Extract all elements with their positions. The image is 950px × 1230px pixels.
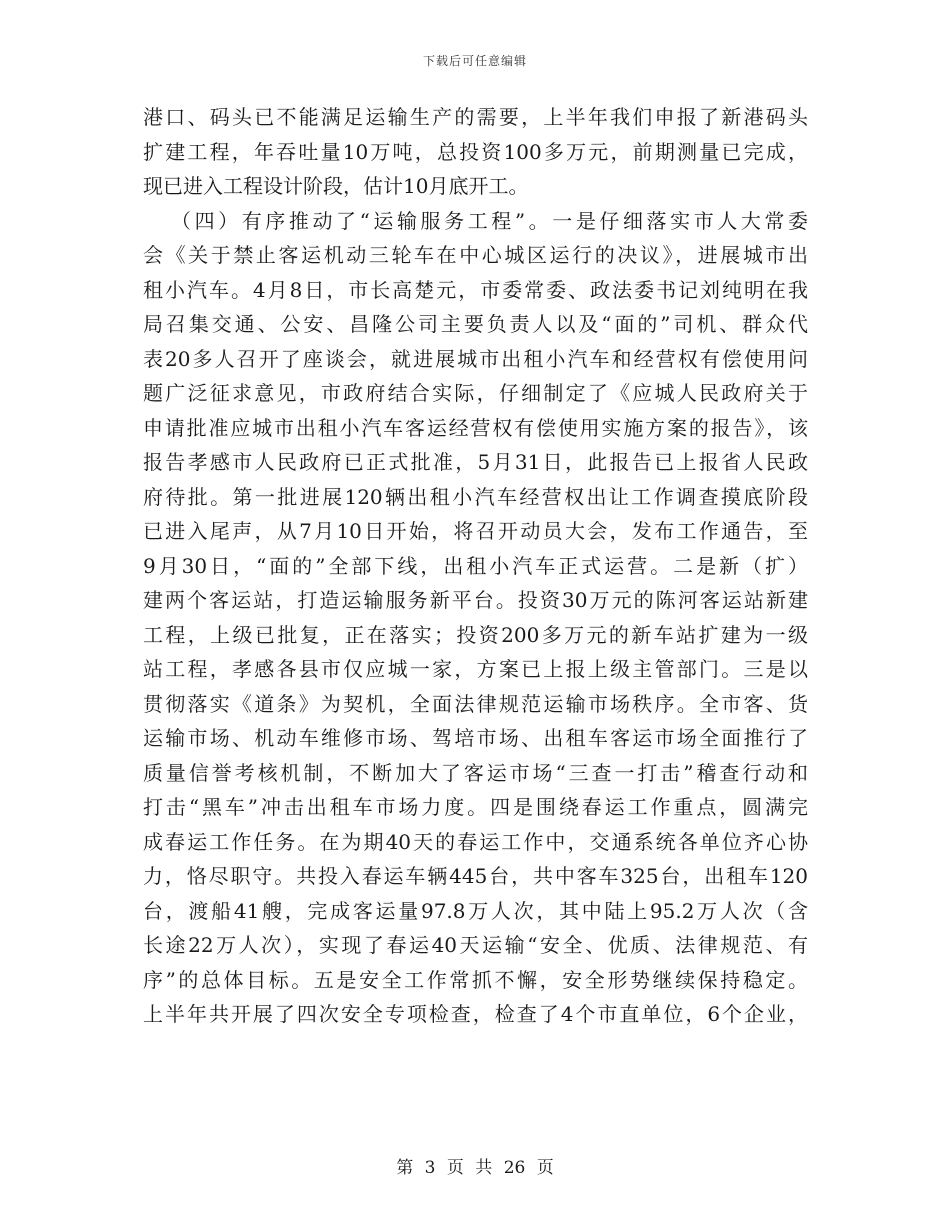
text-line: 贯彻落实《道条》为契机，全面法律规范运输市场秩序。全市客、货: [143, 691, 808, 716]
page-number-footer: 第 3 页 共 26 页: [396, 1158, 554, 1178]
text-line: 申请批准应城市出租小汽车客运经营权有偿使用实施方案的报告》，该: [143, 415, 808, 440]
text-line: 府待批。第一批进展120辆出租小汽车经营权出让工作调查摸底阶段: [143, 484, 808, 509]
text-line: 长途22万人次），实现了春运40天运输“安全、优质、法律规范、有: [143, 933, 808, 957]
text-line: 局召集交通、公安、昌隆公司主要负责人以及“面的”司机、群众代: [143, 312, 808, 336]
text-line: 运输市场、机动车维修市场、驾培市场、出租车客运市场全面推行了: [143, 726, 808, 750]
text-line: 质量信誉考核机制，不断加大了客运市场“三查一打击”稽查行动和: [143, 760, 808, 785]
text-line: 9月30日，“面的”全部下线，出租小汽车正式运营。二是新（扩）: [143, 553, 808, 578]
text-line: 力，恪尽职守。共投入春运车辆445台，共中客车325台，出租车120: [143, 864, 808, 888]
text-line: 上半年共开展了四次安全专项检查，检查了4个市直单位，6个企业，: [143, 1002, 808, 1026]
text-line: 租小汽车。4月8日，市长高楚元，市委常委、政法委书记刘纯明在我: [143, 277, 808, 302]
text-line: 序”的总体目标。五是安全工作常抓不懈，安全形势继续保持稳定。: [143, 967, 808, 992]
text-line: 已进入尾声，从7月10日开始，将召开动员大会，发布工作通告，至: [143, 519, 808, 543]
page-header: 下载后可任意编辑: [422, 54, 527, 68]
text-line: 表20多人召开了座谈会，就进展城市出租小汽车和经营权有偿使用问: [143, 346, 808, 371]
text-line: 工程，上级已批复，正在落实；投资200多万元的新车站扩建为一级: [143, 622, 808, 647]
text-line: 港口、码头已不能满足运输生产的需要，上半年我们申报了新港码头: [143, 105, 808, 129]
text-line: 台，渡船41艘，完成客运量97.8万人次，其中陆上95.2万人次（含: [143, 898, 808, 923]
paragraph-first-line: （四）有序推动了“运输服务工程”。一是仔细落实市人大常委: [171, 208, 808, 233]
text-line: 现已进入工程设计阶段，估计10月底开工。: [143, 174, 529, 198]
text-line: 站工程，孝感各县市仅应城一家，方案已上报上级主管部门。三是以: [143, 657, 808, 681]
text-line: 扩建工程，年吞吐量10万吨，总投资100多万元，前期测量已完成，: [143, 139, 808, 164]
text-line: 打击“黑车”冲击出租车市场力度。四是围绕春运工作重点，圆满完: [143, 795, 808, 819]
text-line: 报告孝感市人民政府已正式批准，5月31日，此报告已上报省人民政: [143, 450, 808, 474]
document-body: [143, 100, 808, 1032]
text-line: 题广泛征求意见，市政府结合实际，仔细制定了《应城人民政府关于: [143, 381, 808, 405]
text-line: 建两个客运站，打造运输服务新平台。投资30万元的陈河客运站新建: [143, 588, 808, 612]
text-line: 会《关于禁止客运机动三轮车在中心城区运行的决议》，进展城市出: [143, 243, 808, 267]
text-line: 成春运工作任务。在为期40天的春运工作中，交通系统各单位齐心协: [143, 829, 808, 854]
